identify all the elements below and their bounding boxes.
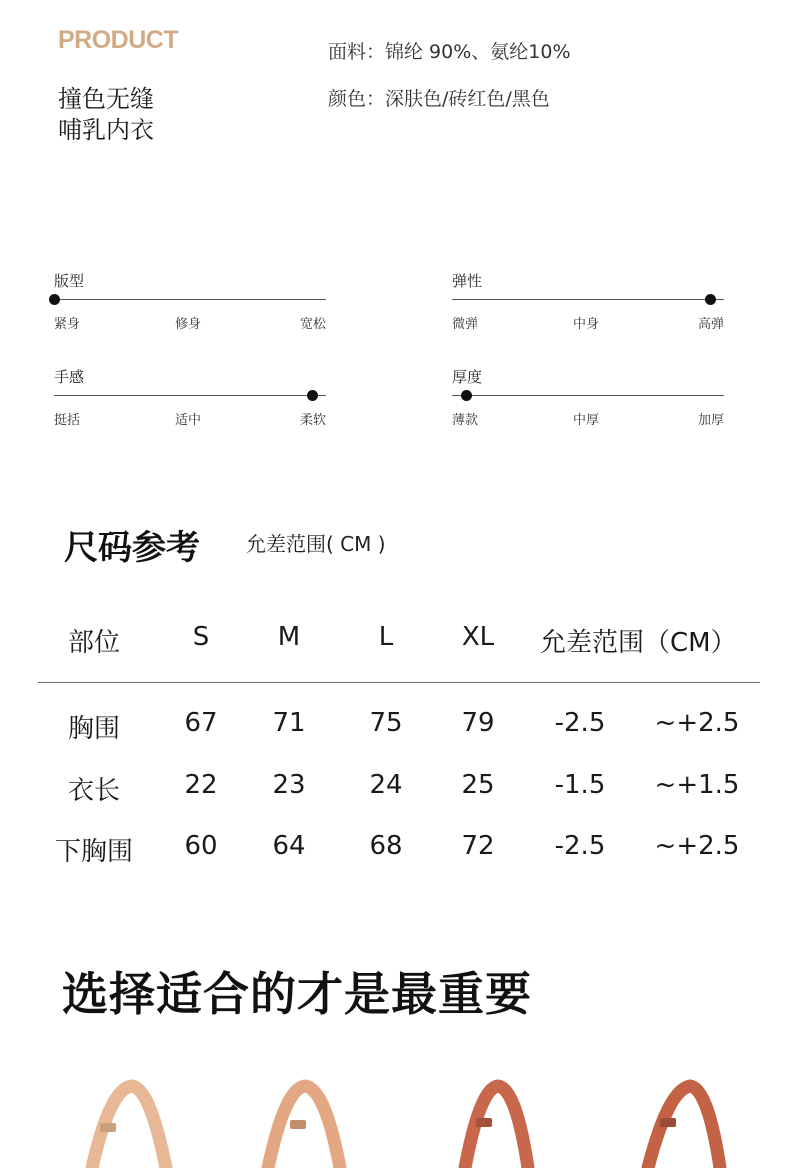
table-cell: 胸围 (67, 714, 120, 744)
product-name-line2: 哺乳内衣 (58, 116, 154, 144)
strap (648, 1086, 720, 1168)
color-spec: 颜色：深肤色/砖红色/黑色 (328, 88, 550, 110)
scale-marker (461, 390, 472, 401)
scale-title: 版型 (54, 272, 85, 290)
table-header-cell: XL (461, 622, 495, 652)
scale-elasticity (452, 270, 724, 340)
scale-marker (307, 390, 318, 401)
strap-slider (100, 1123, 116, 1132)
strap-slider (660, 1118, 676, 1127)
table-cell: ~+2.5 (654, 708, 740, 738)
fabric-spec: 面料：锦纶 90%、氨纶10% (328, 41, 571, 63)
scale-feel (54, 366, 326, 436)
scale-label-mid: 修身 (175, 317, 202, 332)
table-cell: 60 (184, 831, 218, 861)
product-label: PRODUCT (58, 26, 179, 54)
scale-title: 厚度 (452, 368, 483, 386)
strap (92, 1086, 166, 1168)
scale-label-mid: 中厚 (573, 413, 600, 428)
scale-label-mid: 中身 (573, 317, 600, 332)
table-cell: 23 (272, 770, 306, 800)
table-header-cell: 部位 (67, 628, 120, 658)
table-cell: 72 (461, 831, 495, 861)
strap-band (465, 1086, 528, 1168)
strap-slider (290, 1120, 306, 1129)
scale-label-high: 柔软 (299, 413, 326, 428)
table-cell: -2.5 (554, 831, 606, 861)
scale-label-high: 高弹 (697, 317, 724, 332)
table-cell: 22 (184, 770, 218, 800)
table-cell: 79 (461, 708, 495, 738)
table-cell: 67 (184, 708, 218, 738)
table-cell: 25 (461, 770, 495, 800)
scale-track (54, 395, 326, 396)
size-chart-title: 尺码参考 (64, 528, 200, 568)
table-header-cell: M (277, 622, 301, 652)
strap (268, 1086, 340, 1168)
table-cell: 下胸围 (54, 837, 133, 867)
table-header-cell: 允差范围（CM） (540, 628, 737, 658)
table-cell: 71 (272, 708, 306, 738)
headline: 选择适合的才是最重要 (62, 967, 532, 1021)
scale-marker (49, 294, 60, 305)
strap-band (648, 1086, 720, 1168)
scale-track (54, 299, 326, 300)
size-chart-subtitle: 允差范围( CM ) (246, 532, 386, 556)
table-divider (38, 682, 760, 683)
table-cell: ~+1.5 (654, 770, 740, 800)
scale-thickness (452, 366, 724, 436)
table-header-cell: S (192, 622, 210, 652)
scale-label-high: 加厚 (697, 413, 724, 428)
scale-label-low: 紧身 (54, 317, 81, 332)
strap (465, 1086, 528, 1168)
table-cell: 衣长 (67, 776, 120, 806)
scale-marker (705, 294, 716, 305)
table-cell: -1.5 (554, 770, 606, 800)
table-cell: 68 (369, 831, 403, 861)
scale-label-mid: 适中 (175, 413, 202, 428)
scale-fit (54, 270, 326, 340)
table-cell: -2.5 (554, 708, 606, 738)
table-cell: 75 (369, 708, 403, 738)
scale-title: 弹性 (452, 272, 483, 290)
scale-title: 手感 (54, 368, 85, 386)
product-name-line1: 撞色无缝 (58, 85, 154, 113)
scale-track (452, 395, 724, 396)
scale-label-high: 宽松 (299, 317, 326, 332)
product-name (58, 84, 154, 146)
scale-label-low: 薄款 (452, 413, 479, 428)
scale-track (452, 299, 724, 300)
table-header-cell: L (378, 622, 394, 652)
scale-label-low: 微弹 (452, 317, 479, 332)
bra-straps-image (0, 1068, 790, 1168)
strap-slider (476, 1118, 492, 1127)
table-cell: 64 (272, 831, 306, 861)
table-cell: 24 (369, 770, 403, 800)
scale-label-low: 挺括 (54, 413, 81, 428)
table-cell: ~+2.5 (654, 831, 740, 861)
